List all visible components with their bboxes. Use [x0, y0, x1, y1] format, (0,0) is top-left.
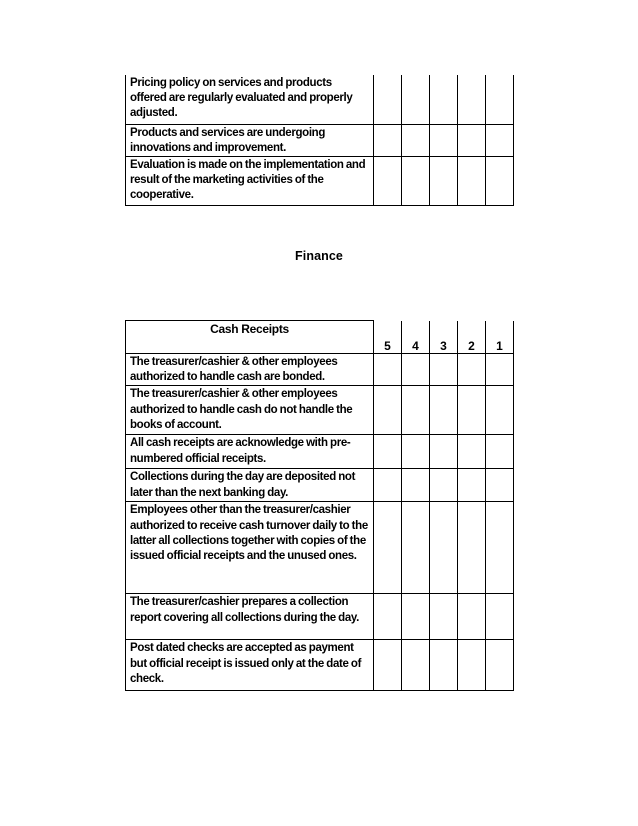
- rating-cell-5[interactable]: [374, 469, 402, 502]
- rating-cell-1[interactable]: [486, 435, 514, 469]
- cash-receipts-header: Cash Receipts: [126, 321, 374, 354]
- rating-cell-1[interactable]: [486, 594, 514, 640]
- criterion-text: The treasurer/cashier & other employees authorized to handle cash do not handle the books of account.: [126, 386, 374, 435]
- rating-cell-3[interactable]: [430, 354, 458, 386]
- rating-cell-3[interactable]: [430, 502, 458, 594]
- rating-cell-1[interactable]: [486, 640, 514, 691]
- table-row: [126, 124, 514, 156]
- rating-cell-3[interactable]: [430, 435, 458, 469]
- rating-cell-2[interactable]: [458, 469, 486, 502]
- rating-cell-1[interactable]: [486, 124, 514, 156]
- table-header-row: [126, 321, 514, 354]
- rating-cell-4[interactable]: [402, 435, 430, 469]
- rating-cell-5[interactable]: [374, 640, 402, 691]
- table-row: [126, 640, 514, 691]
- rating-cell-3[interactable]: [430, 124, 458, 156]
- rating-cell-2[interactable]: [458, 594, 486, 640]
- rating-cell-3[interactable]: [430, 640, 458, 691]
- rating-cell-5[interactable]: [374, 386, 402, 435]
- criterion-text: The treasurer/cashier prepares a collection report covering all collections during the day.: [126, 594, 374, 640]
- rating-cell-1[interactable]: [486, 75, 514, 124]
- rating-header-1: 1: [486, 321, 514, 354]
- table-row: [126, 594, 514, 640]
- criterion-text: Evaluation is made on the implementation and result of the marketing activities of the cooperative.: [126, 156, 374, 205]
- rating-cell-2[interactable]: [458, 640, 486, 691]
- rating-cell-5[interactable]: [374, 435, 402, 469]
- rating-cell-4[interactable]: [402, 75, 430, 124]
- criterion-text: All cash receipts are acknowledge with pre-numbered official receipts.: [126, 435, 374, 469]
- rating-cell-1[interactable]: [486, 354, 514, 386]
- rating-header-4: 4: [402, 321, 430, 354]
- rating-cell-4[interactable]: [402, 156, 430, 205]
- cash-receipts-table: [125, 320, 514, 691]
- criterion-text: Products and services are undergoing innovations and improvement.: [126, 124, 374, 156]
- rating-cell-2[interactable]: [458, 502, 486, 594]
- rating-cell-3[interactable]: [430, 75, 458, 124]
- table-row: [126, 386, 514, 435]
- rating-cell-4[interactable]: [402, 354, 430, 386]
- rating-cell-2[interactable]: [458, 354, 486, 386]
- rating-cell-4[interactable]: [402, 502, 430, 594]
- rating-cell-3[interactable]: [430, 469, 458, 502]
- rating-cell-2[interactable]: [458, 386, 486, 435]
- criterion-text: Pricing policy on services and products offered are regularly evaluated and properly adjusted.: [126, 75, 374, 124]
- table-row: [126, 469, 514, 502]
- rating-header-2: 2: [458, 321, 486, 354]
- rating-cell-3[interactable]: [430, 594, 458, 640]
- marketing-evaluation-table: [125, 75, 514, 206]
- section-title-finance: Finance: [295, 249, 343, 263]
- rating-cell-1[interactable]: [486, 386, 514, 435]
- rating-cell-1[interactable]: [486, 156, 514, 205]
- criterion-text: Employees other than the treasurer/cashier authorized to receive cash turnover daily to the latter all collections together with copies of the issued official receipts and the unused ones.: [126, 502, 374, 594]
- table-row: [126, 75, 514, 124]
- criterion-text: Post dated checks are accepted as payment but official receipt is issued only at the date of check.: [126, 640, 374, 691]
- rating-cell-2[interactable]: [458, 156, 486, 205]
- rating-cell-4[interactable]: [402, 386, 430, 435]
- rating-cell-5[interactable]: [374, 156, 402, 205]
- rating-cell-1[interactable]: [486, 469, 514, 502]
- rating-cell-5[interactable]: [374, 354, 402, 386]
- criterion-text: The treasurer/cashier & other employees authorized to handle cash are bonded.: [126, 354, 374, 386]
- rating-cell-3[interactable]: [430, 386, 458, 435]
- rating-cell-4[interactable]: [402, 124, 430, 156]
- table-row: [126, 354, 514, 386]
- rating-cell-4[interactable]: [402, 469, 430, 502]
- rating-header-3: 3: [430, 321, 458, 354]
- table-row: [126, 156, 514, 205]
- rating-cell-3[interactable]: [430, 156, 458, 205]
- table-row: [126, 502, 514, 594]
- rating-cell-5[interactable]: [374, 124, 402, 156]
- rating-cell-4[interactable]: [402, 594, 430, 640]
- rating-cell-2[interactable]: [458, 124, 486, 156]
- rating-cell-2[interactable]: [458, 435, 486, 469]
- table-row: [126, 435, 514, 469]
- criterion-text: Collections during the day are deposited not later than the next banking day.: [126, 469, 374, 502]
- rating-header-5: 5: [374, 321, 402, 354]
- rating-cell-5[interactable]: [374, 502, 402, 594]
- rating-cell-5[interactable]: [374, 594, 402, 640]
- rating-cell-5[interactable]: [374, 75, 402, 124]
- rating-cell-4[interactable]: [402, 640, 430, 691]
- rating-cell-2[interactable]: [458, 75, 486, 124]
- rating-cell-1[interactable]: [486, 502, 514, 594]
